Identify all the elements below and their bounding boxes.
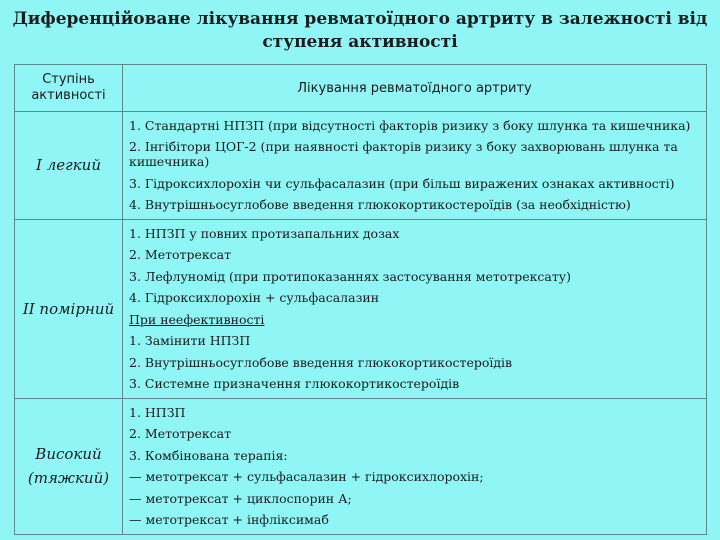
treatment-line: 4. Внутрішньосуглобове введення глюкокортикостероїдів (за необхідністю) — [129, 197, 631, 212]
treatment-table-container — [14, 64, 706, 532]
treatment-line: 3. Системне призначення глюкокортикостероїдів — [129, 376, 460, 391]
treatment-cell-moderate — [123, 219, 707, 398]
slide-title-line-2: ступеня активності — [262, 32, 458, 52]
table-row-severe — [15, 398, 707, 534]
treatment-line: 2. Внутрішньосуглобове введення глюкокортикостероїдів — [129, 354, 513, 370]
treatment-line: 1. Замінити НПЗП — [129, 333, 251, 348]
degree-label: I легкий — [36, 156, 101, 175]
table-header-row — [15, 65, 707, 112]
treatment-line: 2. Метотрексат — [129, 426, 232, 441]
header-degree-line-2: активності — [31, 88, 106, 103]
degree-label: Високий — [35, 445, 102, 463]
treatment-cell-severe — [123, 398, 707, 534]
treatment-line: 3. Комбінована терапія: — [129, 447, 288, 463]
degree-label: II помірний — [22, 299, 115, 318]
header-degree-line-1: Ступінь — [42, 72, 95, 87]
degree-cell-mild — [15, 112, 123, 220]
treatment-line: 1. НПЗП — [129, 404, 186, 420]
table-row-moderate — [15, 219, 707, 398]
degree-cell-moderate — [15, 219, 123, 398]
treatment-line: 3. Гідроксихлорохін чи сульфасалазин (при більш виражених ознаках активності) — [129, 175, 675, 191]
treatment-line: 1. Стандартні НПЗП (при відсутності факторів ризику з боку шлунка та кишечника) — [129, 118, 691, 133]
header-treatment: Лікування ревматоїдного артриту — [123, 65, 707, 112]
degree-cell-severe — [15, 398, 123, 534]
treatment-cell-mild — [123, 112, 707, 220]
table-row-mild — [15, 112, 707, 220]
treatment-line: 3. Лефлуномід (при протипоказаннях застосування метотрексату) — [129, 268, 572, 284]
treatment-line: 4. Гідроксихлорохін + сульфасалазин — [129, 290, 380, 305]
treatment-subheading: При неефективності — [129, 311, 265, 327]
treatment-line: — метотрексат + сульфасалазин + гідроксихлорохін; — [129, 469, 484, 484]
treatment-line: — метотрексат + циклоспорин А; — [129, 490, 352, 506]
treatment-line: 2. Інгібітори ЦОГ-2 (при наявності факторів ризику з боку захворювань шлунка та кишечника) — [129, 138, 678, 169]
slide-title-line-1: Диференційоване лікування ревматоїдного артриту в залежності від — [12, 9, 708, 29]
treatment-line: — метотрексат + інфліксимаб — [129, 512, 329, 527]
slide-title — [0, 8, 720, 54]
header-degree — [15, 65, 123, 112]
treatment-line: 1. НПЗП у повних протизапальних дозах — [129, 225, 400, 241]
degree-label: (тяжкий) — [27, 469, 110, 487]
treatment-table — [14, 64, 707, 535]
treatment-line: 2. Метотрексат — [129, 247, 232, 262]
